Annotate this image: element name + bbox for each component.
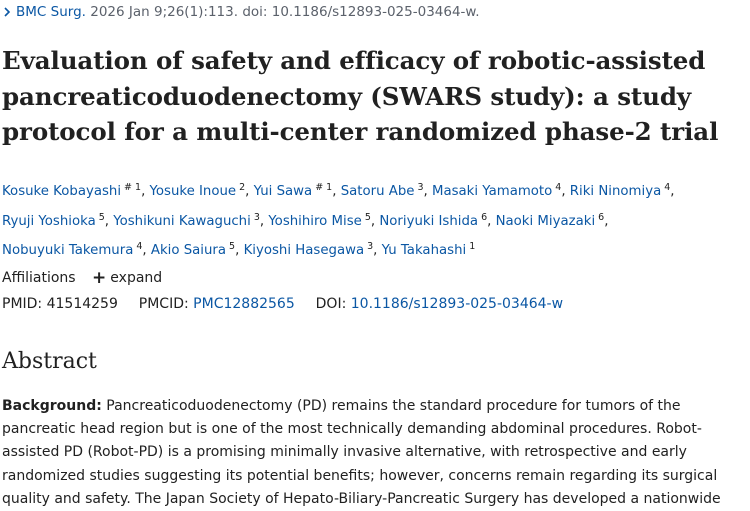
citation-line [2, 4, 480, 20]
abstract-background [2, 395, 747, 511]
affiliation-superscript[interactable]: 4 [664, 182, 671, 193]
author-separator: , [245, 184, 254, 199]
pmcid-label: PMCID: [138, 296, 189, 312]
author-name-link[interactable]: Yoshihiro Mise [268, 213, 362, 229]
affiliation-superscript[interactable]: # 1 [124, 182, 142, 193]
author-name-link[interactable]: Yoshikuni Kawaguchi [113, 213, 251, 229]
author-separator: , [373, 243, 382, 258]
pmcid-link[interactable]: PMC12882565 [193, 296, 295, 312]
author-item [432, 184, 561, 199]
affiliation-superscript[interactable]: # 1 [315, 182, 333, 193]
author-name-link[interactable]: Kiyoshi Hasegawa [243, 243, 365, 258]
author-item [2, 211, 105, 229]
affiliation-superscript[interactable]: 3 [417, 182, 424, 193]
author-separator: , [561, 184, 570, 199]
doi-link[interactable]: 10.1186/s12893-025-03464-w [350, 296, 564, 312]
chevron-right-icon [2, 7, 12, 17]
author-item [2, 243, 142, 258]
author-name-link[interactable]: Akio Saiura [150, 243, 227, 258]
author-item [2, 184, 141, 199]
author-item [382, 243, 476, 258]
affiliation-superscript[interactable]: 6 [598, 211, 605, 223]
journal-link[interactable] [2, 4, 90, 20]
author-item [268, 211, 371, 229]
doi-label: DOI: [315, 296, 347, 312]
author-item [151, 243, 235, 258]
author-separator: , [332, 184, 341, 199]
author-separator: , [259, 213, 269, 229]
pmid-label: PMID: [2, 296, 43, 312]
affiliation-superscript[interactable]: 4 [555, 182, 562, 193]
author-item [113, 211, 260, 229]
author-item [570, 184, 670, 199]
citation-details: 2026 Jan 9;26(1):113. doi: 10.1186/s12893-025-03464-w. [90, 4, 480, 20]
author-item [150, 184, 246, 199]
author-name-link[interactable]: Yu Takahashi [381, 243, 467, 258]
affiliation-superscript[interactable]: 4 [136, 241, 143, 252]
affiliation-superscript[interactable]: 5 [98, 211, 105, 223]
author-item [244, 243, 374, 258]
affiliations-row [2, 268, 162, 288]
author-separator: , [104, 213, 114, 229]
author-item [495, 211, 605, 229]
plus-icon: + [92, 268, 107, 288]
affiliation-superscript[interactable]: 2 [239, 182, 246, 193]
author-separator: , [142, 243, 151, 258]
background-label: Background: [2, 398, 102, 414]
affiliation-superscript[interactable]: 1 [469, 241, 476, 252]
affiliation-superscript[interactable]: 5 [229, 241, 236, 252]
author-name-link[interactable]: Kosuke Kobayashi [2, 184, 122, 199]
background-text: Pancreaticoduodenectomy (PD) remains the standard procedure for tumors of the pancreatic head region but is one of the most technically demanding abdominal procedures. Robot-assisted PD (Robot-PD) is a promising minimally invasive alternative, with retrospective and early randomized studies suggesting its potential benefits; however, concerns remain regarding its surgical quality and safety. The Japan Society of Hepato-Biliary-Pancreatic Surgery has developed a nationwide [2, 398, 721, 507]
author-name-link[interactable]: Yui Sawa [253, 184, 313, 199]
author-item [341, 184, 424, 199]
author-separator: , [423, 184, 432, 199]
affiliation-superscript[interactable]: 3 [367, 241, 374, 252]
journal-name[interactable]: BMC Surg. [16, 4, 86, 20]
author-name-link[interactable]: Masaki Yamamoto [431, 184, 553, 199]
author-name-link[interactable]: Nobuyuki Takemura [2, 243, 134, 258]
affiliations-expand-button[interactable] [92, 270, 162, 286]
author-separator: , [141, 184, 150, 199]
author-separator: , [370, 213, 380, 229]
identifiers-row [2, 296, 563, 312]
article-title: Evaluation of safety and efficacy of robotic-assisted pancreaticoduodenectomy (SWARS study): a study protocol for a multi-center randomized phase-2 trial [2, 46, 719, 146]
author-list [2, 175, 747, 264]
author-name-link[interactable]: Noriyuki Ishida [379, 213, 479, 229]
affiliations-label: Affiliations [2, 270, 76, 286]
author-name-link[interactable]: Ryuji Yoshioka [2, 213, 96, 229]
author-item [254, 184, 333, 199]
author-separator: , [670, 184, 675, 199]
author-name-link[interactable]: Naoki Miyazaki [495, 213, 596, 229]
affiliation-superscript[interactable]: 6 [481, 211, 488, 223]
author-separator: , [235, 243, 244, 258]
author-name-link[interactable]: Yosuke Inoue [149, 184, 237, 199]
author-separator: , [487, 213, 496, 229]
author-name-link[interactable]: Satoru Abe [340, 184, 415, 199]
author-name-link[interactable]: Riki Ninomiya [569, 184, 662, 199]
pmid-value: 41514259 [46, 296, 118, 312]
author-separator: , [604, 213, 609, 229]
author-item [379, 211, 488, 229]
expand-label: expand [110, 270, 163, 286]
affiliation-superscript[interactable]: 5 [364, 211, 371, 223]
abstract-heading: Abstract [2, 349, 97, 374]
affiliation-superscript[interactable]: 3 [253, 211, 260, 223]
